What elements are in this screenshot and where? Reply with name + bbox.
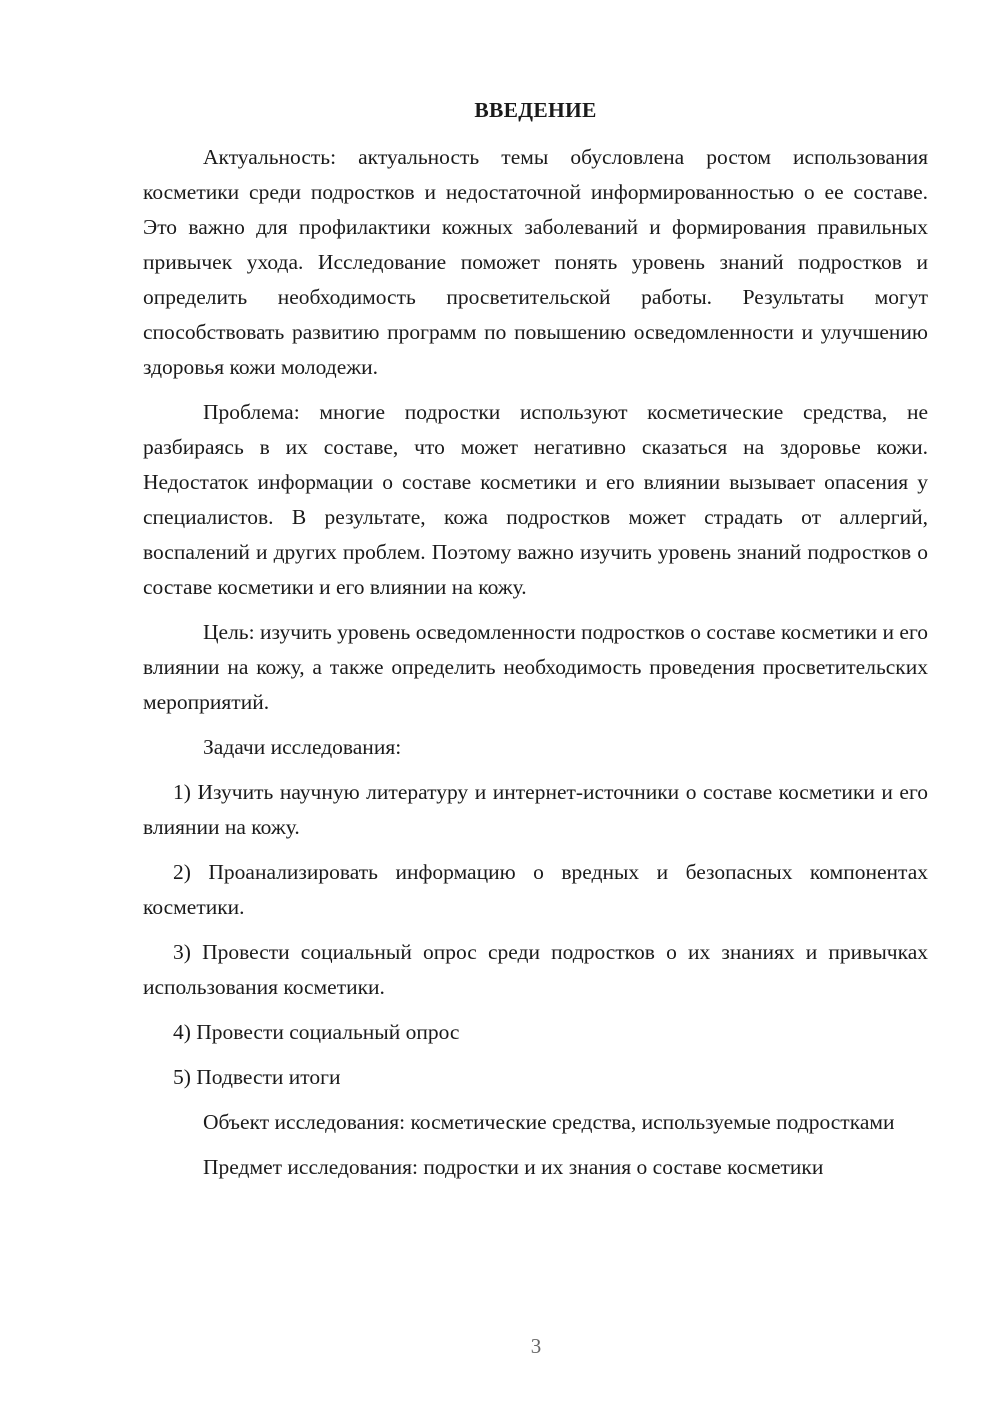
page-number: 3 [530,1334,542,1358]
task-item-3: 3) Провести социальный опрос среди подростков о их знаниях и привычках использования косметики. [143,940,928,999]
problem-paragraph: Проблема: многие подростки используют косметические средства, не разбираясь в их составе, что может негативно сказаться на здоровье кожи. Недостаток информации о составе косметики и его влиянии вызывает опасения у специалистов. В результате, кожа подростков может страдать от аллергий, воспалений и других проблем. Поэтому важно изучить уровень знаний подростков о составе косметики и его влиянии на кожу. [143,400,928,599]
relevance-paragraph: Актуальность: актуальность темы обусловлена ростом использования косметики среди подростков и недостаточной информированностью о ее составе. Это важно для профилактики кожных заболеваний и формирования правильных привычек ухода. Исследование поможет понять уровень знаний подростков и определить необходимость просветительской работы. Результаты могут способствовать развитию программ по повышению осведомленности и улучшению здоровья кожи молодежи. [143,145,928,379]
task-item-1: 1) Изучить научную литературу и интернет-источники о составе косметики и его влиянии на кожу. [143,780,928,839]
task-item-2: 2) Проанализировать информацию о вредных и безопасных компонентах косметики. [143,860,928,919]
goal-paragraph: Цель: изучить уровень осведомленности подростков о составе косметики и его влиянии на кожу, а также определить необходимость проведения просветительских мероприятий. [143,620,928,714]
task-item-5: 5) Подвести итоги [173,1065,341,1089]
tasks-heading: Задачи исследования: [203,735,402,759]
task-item-4: 4) Провести социальный опрос [173,1020,460,1044]
research-subject-paragraph: Предмет исследования: подростки и их знания о составе косметики [203,1155,824,1179]
section-title: ВВЕДЕНИЕ [474,98,597,122]
research-object-paragraph: Объект исследования: косметические средства, используемые подростками [203,1110,895,1134]
tasks-list [143,775,928,1095]
document-page [143,96,928,1195]
